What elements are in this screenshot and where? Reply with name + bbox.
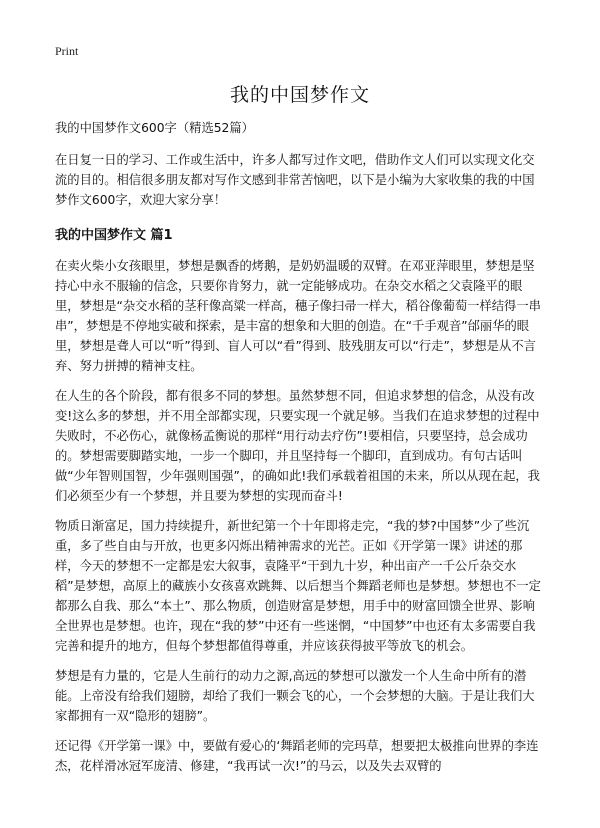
article-subtitle: 我的中国梦作文600字（精选52篇） (55, 121, 254, 135)
body-paragraph: 在卖火柴小女孩眼里，梦想是飘香的烤鹅，是奶奶温暖的双臂。在邓亚萍眼里，梦想是坚持心中永不服输的信念，只要你肯努力，就一定能够成功。在杂交水稻之父袁隆平的眼里，梦想是“杂交水稻的茎秆像高粱一样高，穗子像扫帚一样大，稻谷像葡萄一样结得一串串”，梦想是不停地实破和探索，是丰富的想象和大胆的创造。在“千手观音”邰丽华的眼里，梦想是聋人可以“听”得到、盲人可以“看”得到、肢残朋友可以“行走”，梦想是从不言弃、努力拼搏的精神支柱。 (55, 259, 541, 373)
body-paragraph: 梦想是有力量的，它是人生前行的动力之源,高远的梦想可以激发一个人生命中所有的潜能。上帝没有给我们翅膀，却给了我们一颗会飞的心，一个会梦想的大脑。于是让我们大家都拥有一双“隐形的翅膀”。 (55, 669, 535, 723)
body-paragraph: 在人生的各个阶段，都有很多不同的梦想。虽然梦想不同，但追求梦想的信念，从没有改变!这么多的梦想，并不用全部都实现，只要实现一个就足够。当我们在追求梦想的过程中失败时，不必伤心，就像杨孟衡说的那样“用行动去疗伤”!要相信，只要坚持，总会成功的。梦想需要脚踏实地，一步一个脚印，并且坚持每一个脚印，直到成功。有句古话叫做“少年智则国智，少年强则国强”，的确如此!我们承载着祖国的未来，所以从现在起，我们必须至少有一个梦想，并且要为梦想的实现而奋斗! (55, 389, 540, 503)
page-title: 我的中国梦作文 (229, 84, 370, 106)
body-paragraph: 还记得《开学第一课》中，要做有爱心的‘舞蹈老师的完玛草，想要把太极推向世界的李连杰，花样滑冰冠军庞清、修建，“我再试一次!”的马云，以及失去双臂的 (55, 739, 539, 773)
section-heading: 我的中国梦作文 篇1 (55, 228, 173, 243)
intro-paragraph: 在日复一日的学习、工作或生活中，许多人都写过作文吧，借助作文人们可以实现文化交流的目的。相信很多朋友都对写作文感到非常苦恼吧，以下是小编为大家收集的我的中国梦作文600字，欢迎大家分享！ (55, 153, 535, 207)
print-link[interactable]: Print (55, 44, 79, 58)
body-paragraph: 物质日渐富足，国力持续提升，新世纪第一个十年即将走完，“我的梦?中国梦”少了些沉重，多了些自由与开放，也更多闪烁出精神需求的光芒。正如《开学第一课》讲述的那样，今天的梦想不一定都是宏大叙事，袁隆平“干到九十岁，种出亩产一千公斤杂交水稻”是梦想，高原上的藏族小女孩喜欢跳舞、以后想当个舞蹈老师也是梦想。梦想也不一定都那么自我、那么“本土”、那么物质，创造财富是梦想，用手中的财富回馈全世界、影响全世界也是梦想。也许，现在“我的梦”中还有一些迷惘，“中国梦”中也还有太多需要自我完善和提升的地方，但每个梦想都值得尊重，并应该获得披平等放飞的机会。 (55, 519, 541, 653)
article-body (55, 118, 545, 786)
